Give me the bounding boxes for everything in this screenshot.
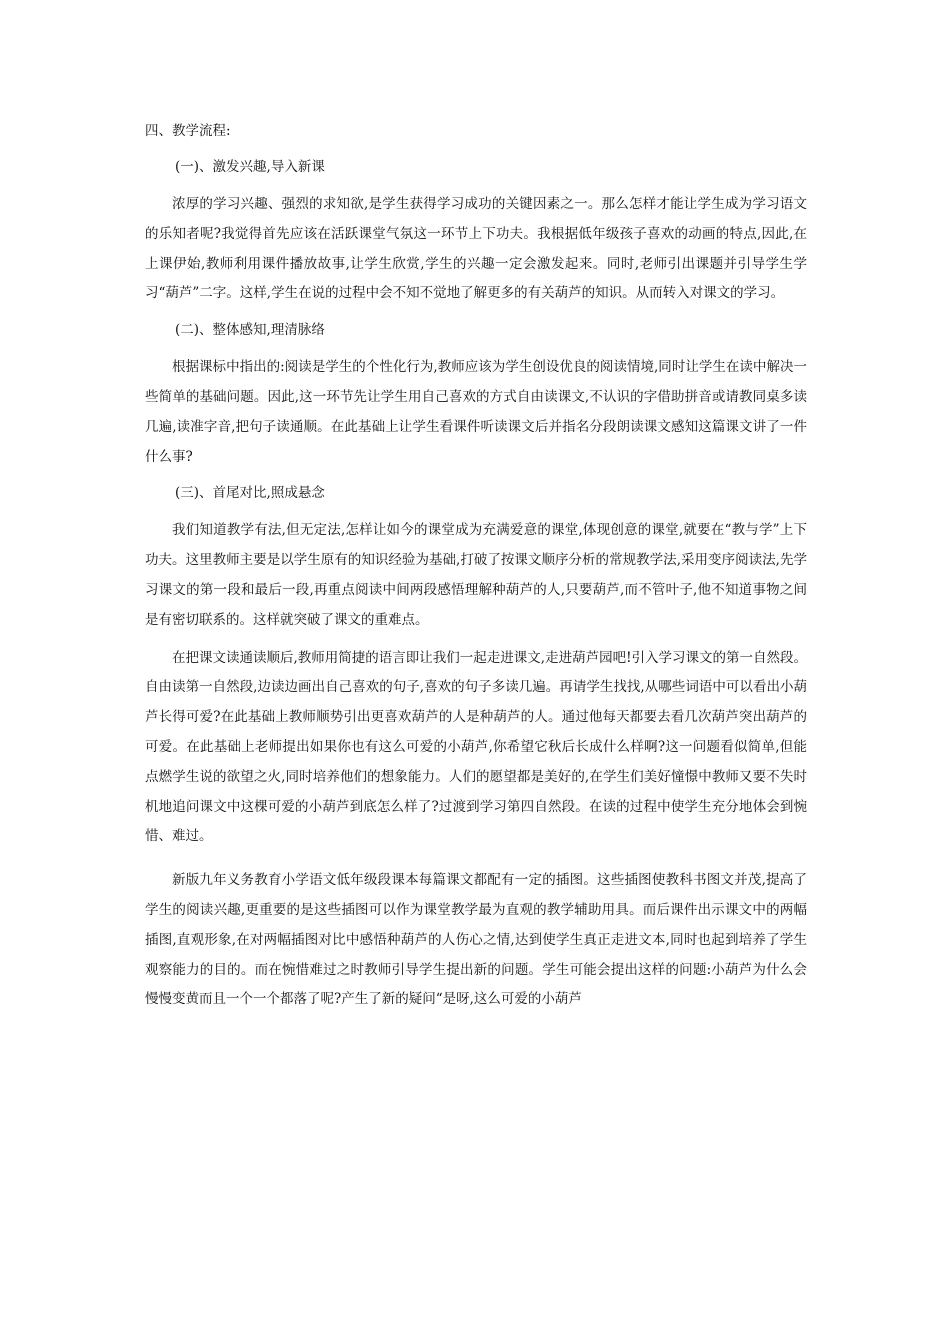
part-2-paragraph-1: 根据课标中指出的:阅读是学生的个性化行为,教师应该为学生创设优良的阅读情境,同时让学生在读中解决一些简单的基础问题。因此,这一环节先让学生用自己喜欢的方式自由读课文,不认识的字借助拼音或请教同桌多读几遍,读准字音,把句子读通顺。在此基础上让学生看课件听读课文后并指名分段朗读课文感知这篇课文讲了一件什么事? xyxy=(145,359,807,465)
part-3-heading: (三)、首尾对比,照成悬念 xyxy=(175,485,325,502)
part-2-heading: (二)、整体感知,理清脉络 xyxy=(175,322,325,339)
document-page xyxy=(145,120,807,1025)
section-title: 四、教学流程: xyxy=(145,123,231,139)
part-3-paragraph-3: 新版九年义务教育小学语文低年级段课本每篇课文都配有一定的插图。这些插图使教科书图文并茂,提高了学生的阅读兴趣,更重要的是这些插图可以作为课堂教学最为直观的教学辅助用具。而后课件出示课文中的两幅插图,直观形象,在对两幅插图对比中感悟种葫芦的人伤心之情,达到使学生真正走进文本,同时也起到培养了学生观察能力的目的。而在惋惜难过之时教师引导学生提出新的问题。学生可能会提出这样的问题:小葫芦为什么会慢慢变黄而且一个一个都落了呢?产生了新的疑问“是呀,这么可爱的小葫芦 xyxy=(145,872,807,1008)
part-1-heading: (一)、激发兴趣,导入新课 xyxy=(175,159,325,175)
part-3-paragraph-1: 我们知道教学有法,但无定法,怎样让如今的课堂成为充满爱意的课堂,体现创意的课堂,就要在“教与学”上下功夫。这里教师主要是以学生原有的知识经验为基础,打破了按课文顺序分析的常规教学法,采用变序阅读法,先学习课文的第一段和最后一段,再重点阅读中间两段感悟理解种葫芦的人,只要葫芦,而不管叶子,他不知道事物之间是有密切联系的。这样就突破了课文的重难点。 xyxy=(145,522,807,628)
part-1-paragraph-1: 浓厚的学习兴趣、强烈的求知欲,是学生获得学习成功的关键因素之一。那么怎样才能让学生成为学习语文的乐知者呢?我觉得首先应该在活跃课堂气氛这一环节上下功夫。我根据低年级孩子喜欢的动画的特点,因此,在上课伊始,教师利用课件播放故事,让学生欣赏,学生的兴趣一定会激发起来。同时,老师引出课题并引导学生学习“葫芦”二字。这样,学生在说的过程中会不知不觉地了解更多的有关葫芦的知识。从而转入对课文的学习。 xyxy=(145,196,807,302)
part-3-paragraph-2: 在把课文读通读顺后,教师用简捷的语言即让我们一起走进课文,走进葫芦园吧!引入学习课文的第一自然段。自由读第一自然段,边读边画出自己喜欢的句子,喜欢的句子多读几遍。再请学生找找,从哪些词语中可以看出小葫芦长得可爱?在此基础上教师顺势引出更喜欢葫芦的人是种葫芦的人。通过他每天都要去看几次葫芦突出葫芦的可爱。在此基础上老师提出如果你也有这么可爱的小葫芦,你希望它秋后长成什么样啊?这一问题看似简单,但能点燃学生说的欲望之火,同时培养他们的想象能力。人们的愿望都是美好的,在学生们美好憧憬中教师又要不失时机地追问课文中这棵可爱的小葫芦到底怎么样了?过渡到学习第四自然段。在读的过程中使学生充分地体会到惋惜、难过。 xyxy=(145,649,808,845)
